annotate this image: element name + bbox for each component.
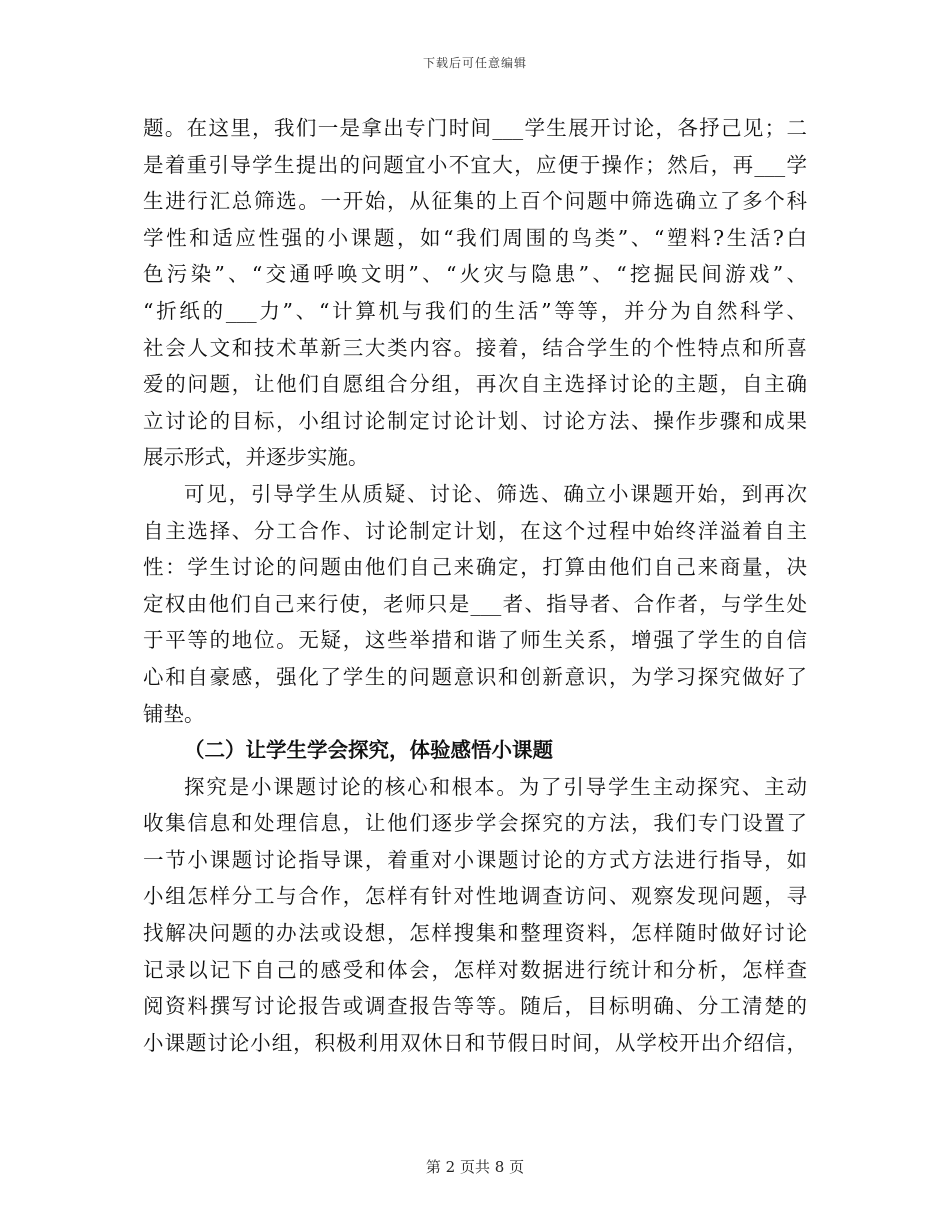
- text-line: 小课题讨论小组，积极利用双休日和节假日时间，从学校开出介绍信，: [143, 1030, 807, 1055]
- text-line: 展示形式，并逐步实施。: [143, 445, 369, 470]
- page-header: 下载后可任意编辑: [422, 56, 527, 70]
- text-line: 记录以记下自己的感受和体会，怎样对数据进行统计和分析，怎样查: [143, 957, 807, 982]
- text-line: 找解决问题的办法或设想，怎样搜集和整理资料，怎样随时做好讨论: [143, 921, 807, 946]
- text-line: 铺垫。: [143, 701, 205, 726]
- text-line: 于平等的地位。无疑，这些举措和谐了师生关系，增强了学生的自信: [143, 628, 807, 653]
- text-line: 定权由他们自己来行使，老师只是___者、指导者、合作者，与学生处: [143, 591, 807, 616]
- text-line: 小组怎样分工与合作，怎样有针对性地调查访问、观察发现问题，寻: [143, 884, 807, 909]
- text-line: 可见，引导学生从质疑、讨论、筛选、确立小课题开始，到再次: [184, 481, 807, 506]
- section-heading: （二）让学生学会探究，体验感悟小课题: [184, 738, 553, 763]
- text-line: 自主选择、分工合作、讨论制定计划，在这个过程中始终洋溢着自主: [143, 518, 807, 543]
- text-line: 心和自豪感，强化了学生的问题意识和创新意识，为学习探究做好了: [143, 664, 807, 689]
- text-line: 探究是小课题讨论的核心和根本。为了引导学生主动探究、主动: [184, 774, 807, 799]
- document-body: [143, 110, 807, 1061]
- text-line: 性：学生讨论的问题由他们自己来确定，打算由他们自己来商量，决: [143, 555, 807, 580]
- text-line: 收集信息和处理信息，让他们逐步学会探究的方法，我们专门设置了: [143, 811, 807, 836]
- text-line: 生进行汇总筛选。一开始，从征集的上百个问题中筛选确立了多个科: [143, 189, 807, 214]
- text-line: 社会人文和技术革新三大类内容。接着，结合学生的个性特点和所喜: [143, 335, 807, 360]
- text-line: 色污染”、“交通呼唤文明”、“火灾与隐患”、“挖掘民间游戏”、: [143, 262, 807, 287]
- text-line: 爱的问题，让他们自愿组合分组，再次自主选择讨论的主题，自主确: [143, 372, 807, 397]
- text-line: “折纸的___力”、“计算机与我们的生活”等等，并分为自然科学、: [143, 298, 807, 323]
- text-line: 学性和适应性强的小课题，如“我们周围的鸟类”、“塑料?生活?白: [143, 225, 807, 250]
- text-line: 立讨论的目标，小组讨论制定讨论计划、讨论方法、操作步骤和成果: [143, 408, 807, 433]
- page-footer: 第 2 页共 8 页: [425, 1158, 525, 1176]
- text-line: 阅资料撰写讨论报告或调查报告等等。随后，目标明确、分工清楚的: [143, 994, 807, 1019]
- text-line: 一节小课题讨论指导课，着重对小课题讨论的方式方法进行指导，如: [143, 847, 807, 872]
- text-line: 题。在这里，我们一是拿出专门时间___学生展开讨论，各抒己见；二: [143, 116, 807, 140]
- text-line: 是着重引导学生提出的问题宜小不宜大，应便于操作；然后，再___学: [143, 152, 807, 177]
